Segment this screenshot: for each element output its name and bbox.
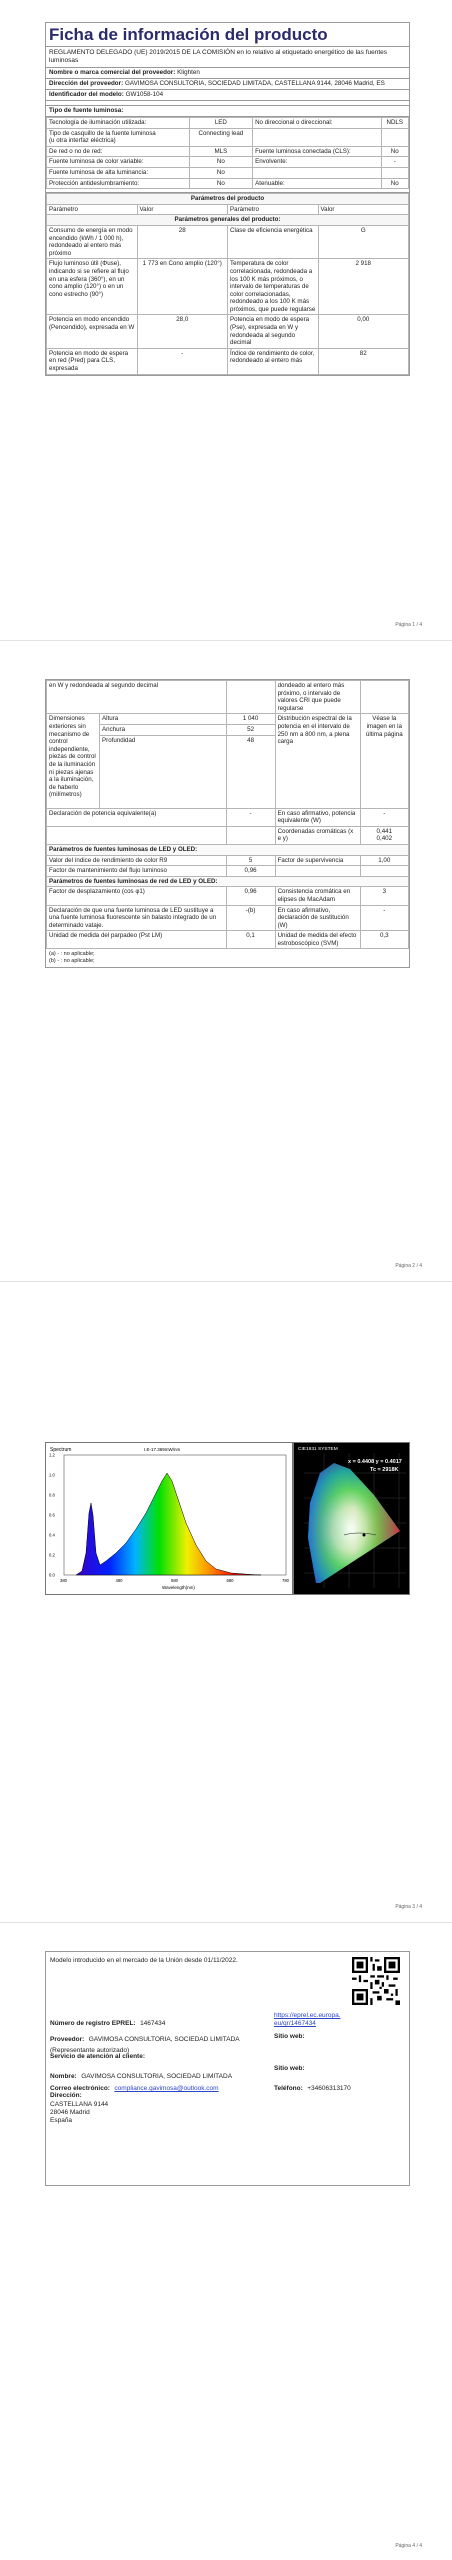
- param-cell: Valor del índice de rendimiento de color R9: [47, 855, 227, 866]
- value-cell: 0,441 0,402: [360, 826, 408, 844]
- table-row: [47, 128, 409, 146]
- y-tick-label: 0.4: [49, 1532, 55, 1538]
- eprel-number: 1467434: [140, 2020, 166, 2027]
- page-1: [0, 0, 452, 640]
- param-cell: De red o no de red:: [47, 146, 190, 157]
- address-label: Dirección:: [50, 2092, 82, 2099]
- param-cell: Tipo de casquillo de la fuente luminosa (u otra interfaz eléctrica): [47, 128, 190, 146]
- param-cell: Índice de rendimiento de color, redondeado al entero más: [228, 348, 319, 374]
- param-cell: Declaración de potencia equivalente(a): [47, 808, 227, 826]
- param-cell: [275, 866, 360, 877]
- supplier-name: Klighten: [177, 69, 200, 76]
- page-number: Página 1 / 4: [395, 622, 422, 628]
- value-cell: G: [318, 225, 409, 258]
- value-cell: -: [360, 905, 408, 931]
- phone-label: Teléfono:: [274, 2085, 303, 2092]
- source-type-header: [46, 106, 409, 117]
- value-cell: [381, 167, 408, 178]
- param-cell: Temperatura de color correlacionada, redondeada a los 100 K más próximos, o intervalo de temperaturas de color correlacionadas, redondeado a los 100 K más próximos, que puede regularse: [228, 259, 319, 315]
- param-cell: Consistencia cromática en elipses de MacAdam: [275, 887, 360, 905]
- col-value: Valor: [318, 204, 409, 215]
- value-cell: 82: [318, 348, 409, 374]
- email-label: Correo electrónico:: [50, 2085, 110, 2092]
- param-cell: No direccional o direccional:: [253, 118, 381, 129]
- x-axis: [60, 1578, 290, 1583]
- value-cell: [226, 826, 275, 844]
- model-id: GW1058-104: [125, 91, 164, 98]
- param-cell: Tecnología de iluminación utilizada:: [47, 118, 190, 129]
- x-tick-label: 580: [171, 1578, 178, 1583]
- param-cell: Potencia en modo encendido (Pencendido), expresada en W: [47, 315, 138, 348]
- cie-tc: Tc = 2918K: [370, 1467, 399, 1473]
- service-web-label: Sitio web:: [274, 2065, 305, 2072]
- y-tick-label: 1.0: [49, 1472, 55, 1478]
- param-cell: Factor de desplazamiento (cos φ1): [47, 887, 227, 905]
- param-cell: Atenuable:: [253, 178, 381, 189]
- supplier-name-row: [46, 68, 409, 79]
- spectral-label: Distribución espectral de la potencia en el intervalo de 250 nm a 800 nm, a plena carga: [275, 714, 360, 808]
- table-row: [47, 826, 409, 844]
- table-row: [47, 225, 409, 258]
- value-cell: 2 918: [318, 259, 409, 315]
- value-cell: -: [226, 808, 275, 826]
- table-row: [47, 905, 409, 931]
- value-cell: [360, 866, 408, 877]
- param-cell: Potencia en modo de espera en red (Pred) para CLS, expresada: [47, 348, 138, 374]
- value-cell: 0,96: [226, 887, 275, 905]
- value-cell: 0,3: [360, 931, 408, 949]
- phone-value: +34606313170: [307, 2085, 351, 2092]
- param-cell: en W y redondeada al segundo decimal: [47, 681, 227, 714]
- value-cell: NDLS: [381, 118, 408, 129]
- table-row: [47, 315, 409, 348]
- footnotes: [46, 949, 409, 967]
- x-tick-label: 680: [226, 1578, 234, 1583]
- param-cell: dondeado al entero más próximo, o intervalo de valores CRI que puede regularse: [275, 681, 360, 714]
- y-tick-label: 0.2: [49, 1552, 55, 1558]
- table-row: [47, 167, 409, 178]
- value-cell: 0,00: [318, 315, 409, 348]
- value-cell: -: [360, 808, 408, 826]
- cie-title: CIE1931 SYSTEM: [298, 1447, 338, 1452]
- table-row: [47, 146, 409, 157]
- model-label: Identificador del modelo:: [49, 91, 124, 98]
- y-tick-label: 1.2: [49, 1452, 55, 1458]
- page-3: [0, 1282, 452, 1922]
- page-title: Ficha de información del producto: [46, 23, 409, 47]
- param-cell: Potencia en modo de espera (Pse), expresada en W y redondeada al segundo decimal: [228, 315, 319, 348]
- dim-name: Profundidad: [100, 735, 227, 808]
- y-axis: [49, 1453, 55, 1578]
- value-cell: [360, 681, 408, 714]
- params-table-continued: [46, 680, 409, 949]
- page-2: [0, 641, 452, 1281]
- value-cell: No: [189, 178, 252, 189]
- value-cell: 28: [137, 225, 228, 258]
- cie-svg: [294, 1443, 409, 1594]
- led-red-params-header: Parámetros de fuentes luminosas de red de LED y OLED:: [47, 876, 409, 887]
- supplier-address: GAVIMOSA CONSULTORIA, SOCIEDAD LIMITADA, CASTELLANA 9144, 28046 Madrid, ES: [124, 80, 385, 87]
- param-cell: Envolvente:: [253, 157, 381, 168]
- source-type-label: Tipo de fuente luminosa:: [49, 107, 124, 114]
- table-row: [47, 259, 409, 315]
- dim-name: Altura: [100, 714, 227, 725]
- value-cell: No: [189, 167, 252, 178]
- dim-value: 52: [226, 724, 275, 735]
- qr-code-icon[interactable]: [352, 1957, 400, 2005]
- market-date-text: Modelo introducido en el mercado de la Unión desde 01/11/2022.: [50, 1957, 238, 1964]
- param-cell: Coordenadas cromáticas (x e y): [275, 826, 360, 844]
- value-cell: [226, 681, 275, 714]
- value-cell: 0,96: [226, 866, 275, 877]
- value-cell: 28,0: [137, 315, 228, 348]
- param-cell: Declaración de que una fuente luminosa de LED sustituye a una fuente luminosa fluorescente sin balasto integrado de un determinado vataje.: [47, 905, 227, 931]
- table-row: [47, 118, 409, 129]
- col-param: Parámetro: [228, 204, 319, 215]
- eprel-label: Número de registro EPREL:: [50, 2020, 136, 2027]
- dimensions-label: Dimensiones exteriores sin mecanismo de control independiente, piezas de control de la iluminación ni piezas ajenas a la iluminación, de haberlo (milímetros): [47, 714, 100, 808]
- footnote-a: (a) - : no aplicable;: [49, 951, 95, 958]
- param-cell: Unidad de medida del parpadeo (Pst LM): [47, 931, 227, 949]
- value-cell: Connecting lead: [189, 128, 252, 146]
- provider-label: Proveedor:: [50, 2036, 85, 2043]
- spectrum-svg: [46, 1443, 292, 1594]
- params-header: Parámetros del producto: [47, 194, 409, 205]
- cie-coords: x = 0.4408 y = 0.4017: [348, 1459, 402, 1465]
- provider-value: GAVIMOSA CONSULTORIA, SOCIEDAD LIMITADA (Representante autorizado): [50, 2036, 240, 2054]
- spectrum-peak-label: I.E-17.369mW/nm: [144, 1447, 181, 1452]
- dim-name: Anchura: [100, 724, 227, 735]
- table-row: [47, 866, 409, 877]
- product-sheet-frame: [45, 22, 410, 376]
- cie-point: [363, 1534, 366, 1537]
- value-cell: 1 773 en Cono amplio (120°): [137, 259, 228, 315]
- dim-value: 48: [226, 735, 275, 808]
- service-header: Servicio de atención al cliente:: [50, 2053, 146, 2060]
- spectrum-xlabel: Wavelength(nm): [162, 1585, 195, 1590]
- email-row: [50, 2077, 270, 2095]
- table-row: [47, 887, 409, 905]
- page-4: [0, 1923, 452, 2560]
- value-cell: 5: [226, 855, 275, 866]
- general-params-header: Parámetros generales del producto:: [47, 215, 409, 226]
- x-tick-label: 380: [60, 1578, 67, 1583]
- table-row: [47, 855, 409, 866]
- model-row: [46, 90, 409, 101]
- y-tick-label: 0.8: [49, 1492, 55, 1498]
- param-cell: Flujo luminoso útil (Φuse), indicando si se refiere al flujo en una esfera (360°), en un cono amplio (120°) o en un cono estrecho (90°): [47, 259, 138, 315]
- param-cell: Factor de mantenimiento del flujo luminoso: [47, 866, 227, 877]
- page-number: Página 2 / 4: [395, 1263, 422, 1269]
- provider-web-label: Sitio web:: [274, 2033, 305, 2040]
- param-cell: Factor de supervivencia: [275, 855, 360, 866]
- supplier-name-label: Nombre o marca comercial del proveedor:: [49, 69, 176, 76]
- address-block: [50, 2101, 108, 2125]
- cie-gamut-edge: [308, 1463, 400, 1583]
- supplier-address-row: [46, 79, 409, 90]
- y-tick-label: 0.0: [49, 1572, 55, 1578]
- service-name-label: Nombre:: [50, 2073, 77, 2080]
- value-cell: 0,1: [226, 931, 275, 949]
- x-tick-label: 480: [115, 1578, 123, 1583]
- table-row: [47, 157, 409, 168]
- param-cell: [47, 826, 227, 844]
- spectrum-chart: [45, 1442, 293, 1595]
- footnote-b: (b) - : no aplicable;: [49, 958, 95, 965]
- col-param: Parámetro: [47, 204, 138, 215]
- eprel-row: [50, 2012, 210, 2030]
- param-cell: En caso afirmativo, declaración de sustitución (W): [275, 905, 360, 931]
- value-cell: 3: [360, 887, 408, 905]
- value-cell: -: [137, 348, 228, 374]
- value-cell: 1,00: [360, 855, 408, 866]
- param-cell: Clase de eficiencia energética: [228, 225, 319, 258]
- y-tick-label: 0.6: [49, 1512, 55, 1518]
- param-cell: Protección antideslumbramiento:: [47, 178, 190, 189]
- value-cell: No: [381, 146, 408, 157]
- address-line: 28046 Madrid: [50, 2109, 90, 2116]
- table-row: [47, 178, 409, 189]
- address-line: España: [50, 2117, 73, 2124]
- param-cell: Fuente luminosa de color variable:: [47, 157, 190, 168]
- cie-chart: [293, 1442, 410, 1595]
- service-name-value: GAVIMOSA CONSULTORIA, SOCIEDAD LIMITADA: [81, 2073, 233, 2080]
- provider-row: [50, 2033, 270, 2055]
- table-row: [47, 931, 409, 949]
- x-tick-label: 780: [282, 1578, 289, 1583]
- value-cell: LED: [189, 118, 252, 129]
- params-table: [46, 193, 409, 374]
- contact-frame: [45, 1951, 410, 2186]
- page-number: Página 3 / 4: [395, 1904, 422, 1910]
- param-cell: En caso afirmativo, potencia equivalente (W): [275, 808, 360, 826]
- value-cell: No: [189, 157, 252, 168]
- phone-row: [274, 2077, 351, 2095]
- source-type-table: [46, 117, 409, 189]
- led-params-header: Parámetros de fuentes luminosas de LED y OLED:: [47, 844, 409, 855]
- param-cell: Unidad de medida del efecto estroboscópico (SVM): [275, 931, 360, 949]
- value-cell: No: [381, 178, 408, 189]
- address-line: CASTELLANA 9144: [50, 2101, 109, 2108]
- value-cell: MLS: [189, 146, 252, 157]
- table-row: [47, 808, 409, 826]
- param-cell: Fuente luminosa conectada (CLS):: [253, 146, 381, 157]
- dim-value: 1 040: [226, 714, 275, 725]
- spectrum-title: Spectrum: [50, 1447, 72, 1453]
- product-sheet-frame-continued: [45, 679, 410, 968]
- regulation-text: REGLAMENTO DELEGADO (UE) 2019/2015 DE LA COMISIÓN en lo relativo al etiquetado energético de las fuentes luminosas: [46, 47, 409, 68]
- value-cell: [381, 128, 408, 146]
- spectral-value: Véase la imagen en la última página: [360, 714, 408, 808]
- supplier-address-label: Dirección del proveedor:: [49, 80, 124, 87]
- param-cell: [253, 167, 381, 178]
- param-cell: Fuente luminosa de alta luminancia:: [47, 167, 190, 178]
- value-cell: -: [381, 157, 408, 168]
- table-row: [47, 348, 409, 374]
- page-number: Página 4 / 4: [395, 2543, 422, 2549]
- eprel-link[interactable]: https://eprel.ec.europa.eu/qr/1467434: [274, 2012, 341, 2027]
- email-link[interactable]: compliance.gavimosa@outlook.com: [114, 2085, 219, 2092]
- col-value: Valor: [137, 204, 228, 215]
- param-cell: [253, 128, 381, 146]
- value-cell: -(b): [226, 905, 275, 931]
- param-cell: Consumo de energía en modo encendido (kWh / 1 000 h), redondeado al entero más próximo: [47, 225, 138, 258]
